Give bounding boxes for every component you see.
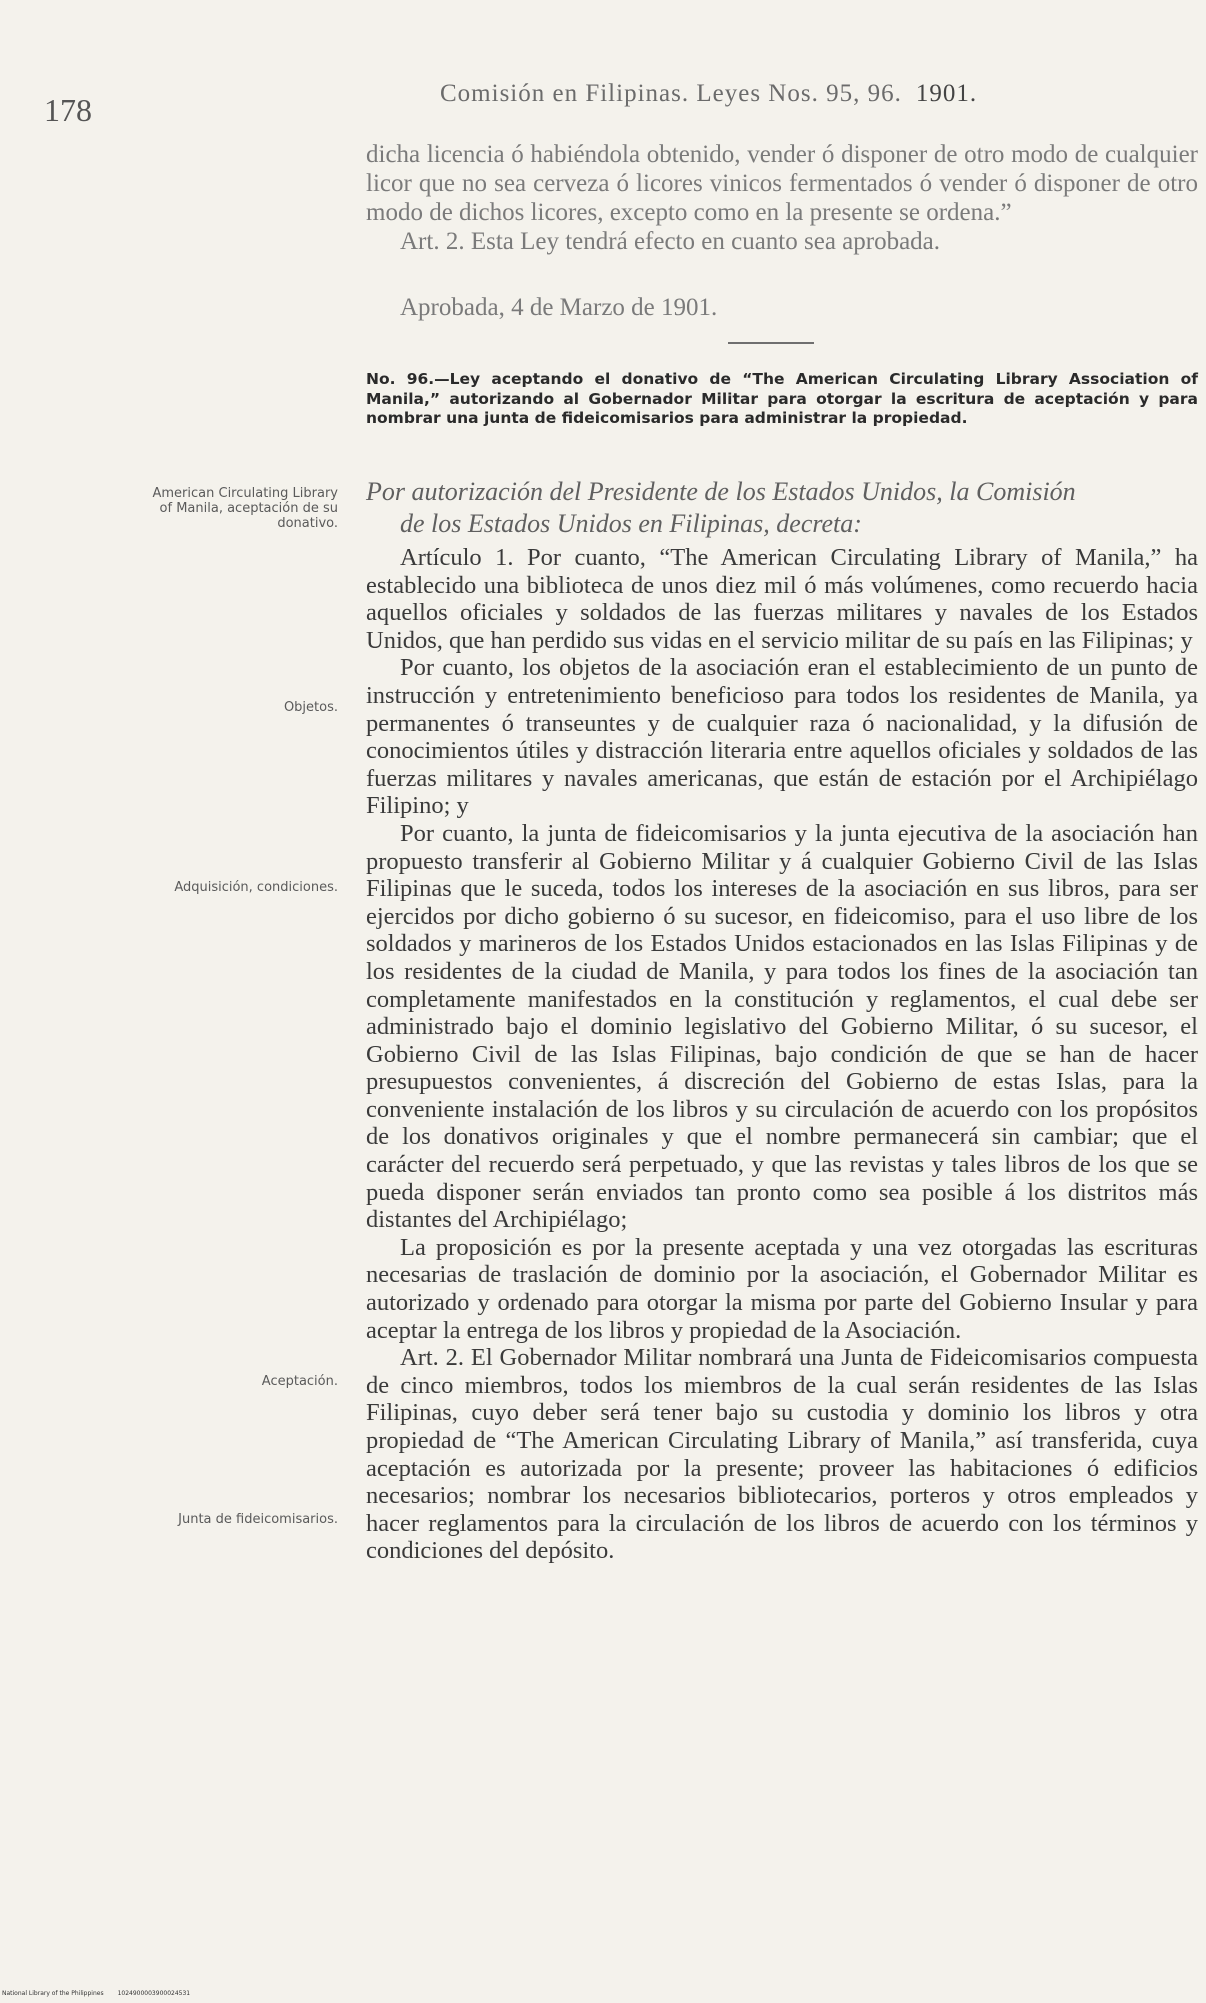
acceptance-paragraph: La proposición es por la presente aceptada y una vez otorgadas las escrituras necesarias de traslación de dominio por la asociación, el Gobernador Militar es autorizado y ordenado para otorgar la misma por parte del Gobierno Insular y para aceptar la entrega de los libros y propiedad de la Asociación. xyxy=(366,1233,1198,1344)
continued-paragraph: dicha licencia ó habiéndola obtenido, vender ó disponer de otro modo de cualquier licor que no sea cerveza ó licores vinicos fermentados ó vender ó disponer de otro modo de dichos licores, excepto como en la presente se ordena.” xyxy=(366,141,1198,226)
continued-text xyxy=(366,140,1198,256)
enacting-clause xyxy=(366,476,1198,540)
running-head-title: Comisión en Filipinas. Leyes Nos. 95, 96. xyxy=(440,80,902,107)
section-divider xyxy=(728,342,814,344)
running-head xyxy=(440,80,1100,108)
objects-paragraph: Por cuanto, los objetos de la asociación eran el establecimiento de un punto de instrucción y entretenimiento beneficioso para todos los residentes de Manila, ya permanentes ó transeuntes y de cualquier raza ó nacionalidad, y la difusión de conocimientos útiles y distracción literaria entre aquellos oficiales y soldados de las fuerzas militares y navales americanas, que están de estación por el Archipiélago Filipino; y xyxy=(366,654,1198,820)
law-body xyxy=(366,544,1198,1565)
running-head-year: 1901. xyxy=(915,80,978,107)
marginal-note: Adquisición, condiciones. xyxy=(174,880,338,895)
scan-footer xyxy=(2,1990,204,1997)
marginal-note: American Circulating Library of Manila, aceptación de su donativo. xyxy=(152,486,338,531)
law-title: No. 96.—Ley aceptando el donativo de “The American Circulating Library Association of Manila,” autorizando al Gobernador Militar para otorgar la escritura de aceptación y para nombrar una junta de fideicomisarios para administrar la propiedad. xyxy=(366,370,1198,427)
marginal-note: Objetos. xyxy=(283,700,338,715)
marginal-note: Aceptación. xyxy=(261,1374,338,1389)
article-2-paragraph: Art. 2. El Gobernador Militar nombrará una Junta de Fideicomisarios compuesta de cinco miembros, todos los miembros de la cual serán residentes de las Islas Filipinas, cuyo deber será tener bajo su custodia y dominio los libros y otra propiedad de “The American Circulating Library of Manila,” así transferida, cuya aceptación es autorizada por la presente; proveer las habitaciones ó edificios necesarios; nombrar los necesarios bibliotecarios, porteros y otros empleados y hacer reglamentos para la circulación de los libros de acuerdo con los términos y condiciones del depósito. xyxy=(366,1344,1198,1565)
article-2-prior-law: Art. 2. Esta Ley tendrá efecto en cuanto sea aprobada. xyxy=(400,228,941,255)
footer-id: 1024900003900024531 xyxy=(117,1990,191,1997)
acquisition-paragraph: Por cuanto, la junta de fideicomisarios y la junta ejecutiva de la asociación han propuesto transferir al Gobierno Militar y á cualquier Gobierno Civil de las Islas Filipinas que le suceda, todos los intereses de la asociación en sus libros, para ser ejercidos por dicho gobierno ó su sucesor, en fideicomiso, para el uso libre de los soldados y marineros de los Estados Unidos estacionados en las Islas Filipinas y de los residentes de la ciudad de Manila, y para todos los fines de la asociación tan completamente manifestados en la constitución y reglamentos, el cual debe ser administrado bajo el dominio legislativo del Gobierno Militar, ó su sucesor, el Gobierno Civil de las Islas Filipinas, bajo condición de que se han de hacer presupuestos convenientes, á discreción del Gobierno de estas Islas, para la conveniente instalación de los libros y su circulación de acuerdo con los propósitos de los donativos originales y que el nombre permanecerá sin cambiar; que el carácter del recuerdo será perpetuado, y que las revistas y tales libros de los que se pueda disponer serán enviados tan pronto como sea posible á los distritos más distantes del Archipiélago; xyxy=(366,819,1198,1234)
article-1-paragraph: Artículo 1. Por cuanto, “The American Circulating Library of Manila,” ha establecido una biblioteca de unos diez mil ó más volúmenes, como recuerdo hacia aquellos oficiales y soldados de las fuerzas militares y navales de los Estados Unidos, que han perdido sus vidas en el servicio militar de su país en las Filipinas; y xyxy=(366,544,1198,654)
marginal-note: Junta de fideicomisarios. xyxy=(178,1512,338,1527)
footer-library: National Library of the Philippines xyxy=(2,1990,104,1997)
approval-date: Aprobada, 4 de Marzo de 1901. xyxy=(400,294,718,321)
enacting-clause-line-2: de los Estados Unidos en Filipinas, decreta: xyxy=(400,509,862,538)
page-number: 178 xyxy=(44,92,92,128)
enacting-clause-line-1: Por autorización del Presidente de los Estados Unidos, la Comisión xyxy=(366,477,1076,506)
